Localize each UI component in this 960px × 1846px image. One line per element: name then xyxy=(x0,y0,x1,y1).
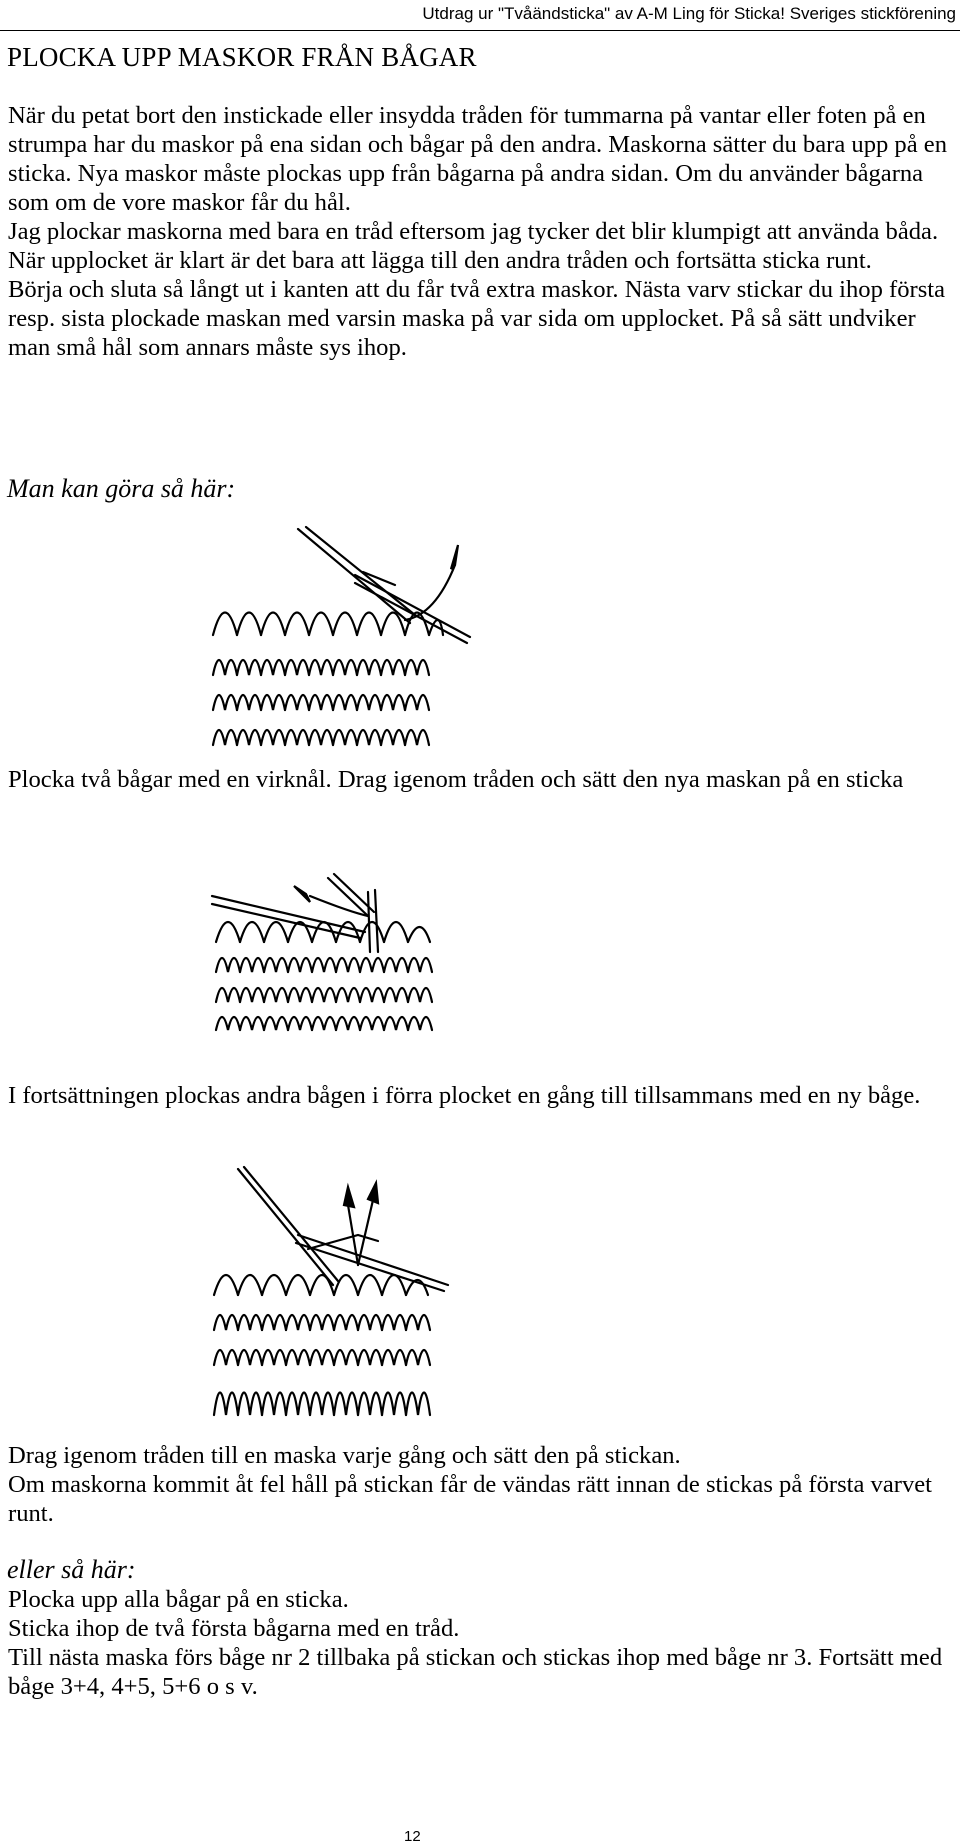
method-2-steps xyxy=(8,1585,953,1701)
header-rule xyxy=(0,30,960,31)
caption-figure-2: I fortsättningen plockas andra bågen i förra plocket en gång till tillsammans med en ny båge. xyxy=(8,1082,921,1109)
method-2-step-3: Till nästa maska förs båge nr 2 tillbaka på stickan och stickas ihop med båge nr 3. Fortsätt med båge 3+4, 4+5, 5+6 o s v. xyxy=(8,1644,943,1700)
illustration-pull-thread-through xyxy=(208,1165,478,1425)
intro-text xyxy=(8,101,953,362)
intro-paragraph-1: När du petat bort den instickade eller insydda tråden för tummarna på vantar eller foten på en strumpa har du maskor på ena sidan och bågar på den andra. Maskorna sätter du bara upp på en sticka. Nya maskor måste plockas upp från bågarna på andra sidan. Om du använder bågarna som om de vore maskor får du hål. xyxy=(8,102,948,216)
running-header: Utdrag ur "Tvåändsticka" av A-M Ling för Sticka! Sveriges stickförening xyxy=(422,4,956,23)
method-2-step-2: Sticka ihop de två första bågarna med en tråd. xyxy=(8,1615,460,1642)
method-2-step-1: Plocka upp alla bågar på en sticka. xyxy=(8,1586,349,1613)
method-1-heading: Man kan göra så här: xyxy=(7,474,236,503)
page-title: PLOCKA UPP MASKOR FRÅN BÅGAR xyxy=(7,42,477,72)
illustration-pick-next-loop xyxy=(210,872,470,1034)
caption-figure-1: Plocka två bågar med en virknål. Drag igenom tråden och sätt den nya maskan på en sticka xyxy=(8,766,904,793)
page-number: 12 xyxy=(404,1828,421,1845)
illustration-pick-two-loops xyxy=(205,525,545,750)
caption-figure-3 xyxy=(8,1441,953,1528)
intro-paragraph-2: Jag plockar maskorna med bara en tråd eftersom jag tycker det blir klumpigt att använda båda. När upplocket är klart är det bara att lägga till den andra tråden och fortsätta sticka runt. xyxy=(8,218,939,274)
caption-figure-3-line-2: Om maskorna kommit åt fel håll på stickan får de vändas rätt innan de stickas på första varvet runt. xyxy=(8,1471,933,1527)
intro-paragraph-3: Börja och sluta så långt ut i kanten att du får två extra maskor. Nästa varv stickar du ihop första resp. sista plockade maskan med varsin maska på var sida om upplocket. På så sätt undviker man små hål som annars måste sys ihop. xyxy=(8,276,946,361)
method-2-heading: eller så här: xyxy=(7,1555,136,1584)
caption-figure-3-line-1: Drag igenom tråden till en maska varje gång och sätt den på stickan. xyxy=(8,1442,681,1469)
